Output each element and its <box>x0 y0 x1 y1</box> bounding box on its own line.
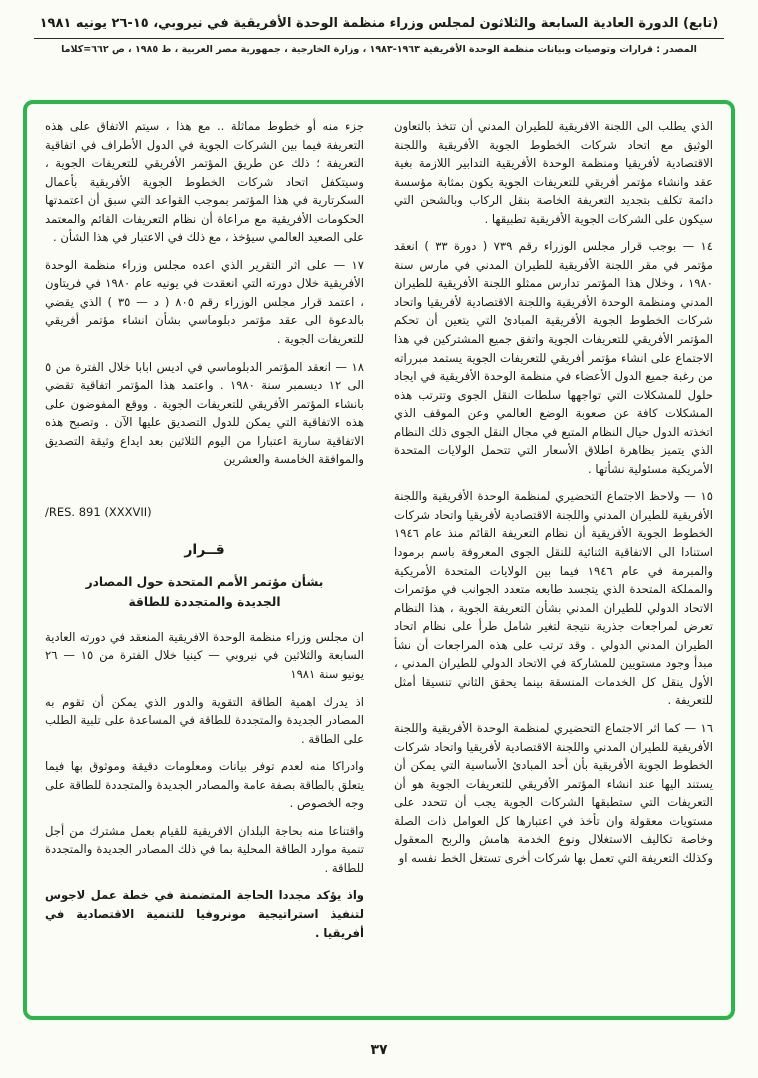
left-col-para-preamble-convinced: واقتناعا منه بحاجة البلدان الافريقية للقيام بعمل مشترك من أجل تنمية موارد الطاقة المحلية بما في ذلك المصادر الجديدة والمتجددة للطاقة . <box>45 823 364 875</box>
left-col-para-18: ١٨ — انعقد المؤتمر الدبلوماسي في اديس ابابا خلال الفترة من ٥ الى ١٢ ديسمبر سنة ١٩٨٠ . واعتمد هذا المؤتمر اتفاقية تقضي بانشاء المؤتمر الأفريقي للتعريفات الجوية . ووقع المفوضون على هذه الاتفاقية التي يمكن للدول التصديق عليها الآن . وتصبح هذه الاتفاقية سارية اعتبارا من اليوم الثلاثين بعد ايداع وثيقة التصديق والموافقة الخامسة والعشرين <box>45 359 364 467</box>
two-column-layout <box>45 117 713 1003</box>
resolution-title: قــرار <box>184 542 225 559</box>
left-col-para-17: ١٧ — على اثر التقرير الذي اعده مجلس وزراء منظمة الوحدة الأفريقية خلال دورته التي انعقدت في يونيه عام ١٩٨٠ في فريتاون ، اعتمد قرار مجلس الوزراء رقم ٨٠٥ ( د — ٣٥ ) الذي يقضي بالدعوة الى عقد مؤتمر دبلوماسي بشأن انشاء مؤتمر أفريقي للتعريفات الجوية . <box>45 257 365 347</box>
right-col-para-14: ١٤ — بوجب قرار مجلس الوزراء رقم ٧٣٩ ( دورة ٣٣ ) انعقد مؤتمر في مقر اللجنة الأفريقية للطيران المدني في مارس سنة ١٩٨٠ ، وخلال هذا المؤتمر تدارس ممثلو اللجنة الأفريقية للطيران المدني ومنظمة الوحدة الأفريقية واللجنة الاقتصادية لأفريقيا واتحاد شركات الخطوط الجوية الأفريقية المبادئ التي يتعين أن تحكم المؤتمر الأفريقي للتعريفات الجوية واتفق جميع المشتركين في هذا الاجتماع على انشاء مؤتمر أفريقي للتعريفات الجوية يستمد مبرراته من رغبة جميع الدول الأعضاء في منظمة الوحدة الأفريقية في ايجاد حلول للمشكلات التي تواجهها سلطات النقل الجوى وتترتب هذه المشكلات كافة عن صعوبة الوضع العالمي وعن الموقف الذي اتخذته الدول حيال النظام المتبع في مجال النقل الجوى ذلك النظام الذي يتميز بظاهرة اطلاق الأسعار التي تتحمل الولايات المتحدة الأمريكية مسئولية نشأتها . <box>394 239 714 476</box>
content-frame <box>23 100 735 1020</box>
right-col-para-intro: الذي يطلب الى اللجنة الافريقية للطيران المدني أن تتخذ بالتعاون الوثيق مع اتحاد شركات الخطوط الجوية الأفريقية واللجنة الاقتصادية لأفريقيا ومنظمة الوحدة الأفريقية التدابير اللازمة بغية عقد وانشاء مؤتمر أفريقي للتعريفات الجوية يكون بمثابة مؤسسة دائمة تكلف بتجديد التعريفة الخاصة بنقل الركاب وبالشحن التي سيكون على الشركات الجوية الأفريقية تطبيقها . <box>394 119 713 226</box>
header-divider <box>34 38 724 39</box>
column-left <box>45 117 364 1003</box>
left-col-para-preamble-reaffirming: واذ يؤكد مجددا الحاجة المتضمنة في خطة عمل لاجوس لتنفيذ استراتيجية مونروفيا للتنمية الاقتصادية في أفريقيا . <box>45 888 364 940</box>
resolution-reference: /RES. 891 (XXXVII) <box>45 504 152 519</box>
source-line: المصدر : قرارات وتوصيات وبيانات منظمة الوحدة الأفريقية ١٩٦٣-١٩٨٣ ، وزارة الخارجية ، جمهورية مصر العربية ، ط ١٩٨٥ ، ص ٦٦٢=كلاما <box>61 44 697 55</box>
left-col-para-preamble-council: ان مجلس وزراء منظمة الوحدة الافريقية المنعقد في دورته العادية السابعة والثلاثين في نيروبي — كينيا خلال الفترة من ١٥ — ٢٦ يونيو سنة ١٩٨١ <box>45 629 364 681</box>
left-col-para-preamble-recognizing: اذ يدرك اهمية الطاقة التقوية والدور الذي يمكن أن تقوم به المصادر الجديدة والمتجددة للطاقة في المساعدة على تلبية الطلب على الطاقة . <box>45 694 364 746</box>
right-col-para-15: ١٥ — ولاحظ الاجتماع التحضيري لمنظمة الوحدة الأفريقية واللجنة الأفريقية للطيران المدني واللجنة الاقتصادية لأفريقيا واتحاد شركات الخطوط الجوية الأفريقية أن نظام التعريفة القائم منذ عام ١٩٤٦ استنادا الى الاتفاقية الثنائية للنقل الجوى المعروفة باسم برمودا والمبرمة في عام ١٩٤٦ فيما بين الولايات المتحدة الأمريكية والمملكة المتحدة الذي يتجسد طابعه متعدد الجوانب في مؤتمرات الاتحاد الدولي للطيران المدني بشأن التعريفة الجوية ، هذا النظام تعرض لمراجعات جذرية نتيجة لتغير شامل طرأ على نظام اتحاد الطيران المدني الدولي . وقد ترتب على هذه المراجعات أن نشأ مبدأ وجود مستويين للمشاركة في الاتحاد الدولي للطيران المدني ، الأول ينقل كل الخدمات المنسقة بينما يحقق الثاني تنسيقا أمثل للتعريفة . <box>394 489 713 708</box>
left-col-para-continuation: جزء منه أو خطوط مماثلة .. مع هذا ، سيتم الاتفاق على هذه التعريفة فيما بين الشركات الجوية في الدول الأطراف في اتفاقية التعريفة ؛ ذلك عن طريق المؤتمر الأفريقي للتعريفات الجوية ، وسيتكفل اتحاد شركات الخطوط الجوية الأفريقية بأعمال السكرتارية في هذا المؤتمر بموجب القواعد التي سبق أن اعتمدتها الحكومات الأفريقية مع مراعاة أن نظام التعريفات القائم والمعتمد على الصعيد العالمي سيؤخذ ، مع ذلك في الاعتبار في هذا الشأن . <box>45 119 364 245</box>
column-right <box>394 117 713 1003</box>
document-header <box>0 16 758 55</box>
page-title: (تابع) الدورة العادية السابعة والثلاثون لمجلس وزراء منظمة الوحدة الأفريقية في نيروبي، ١٥-٢٦ يونيه ١٩٨١ <box>39 16 719 31</box>
resolution-subtitle: بشأن مؤتمر الأمم المتحدة حول المصادر الجديدة والمتجددة للطاقة <box>85 574 324 609</box>
left-col-para-preamble-aware: وادراكا منه لعدم توفر بيانات ومعلومات دقيقة وموثوق بها فيما يتعلق بالطاقة بصفة عامة والمصادر الجديدة والمتجددة للطاقة على وجه الخصوص . <box>45 759 364 811</box>
right-col-para-16: ١٦ — كما اثر الاجتماع التحضيري لمنظمة الوحدة الأفريقية واللجنة الأفريقية للطيران المدني واللجنة الاقتصادية لأفريقيا واتحاد شركات الخطوط الجوية الأفريقية بأن أحد المبادئ الأساسية التي يمكن أن يستند اليها عند انشاء المؤتمر الأفريقي للتعريفات الجوية هو أن التعريفات التي ستطبقها الشركات الجوية يجب أن تتحدد على مستويات معقولة وان تأخذ في اعتبارها كل العوامل ذات الصلة وخاصة تكاليف الاستغلال ونوع الخدمة هامش والربح المعقول وكذلك التعريفة التي تعمل بها شركات أخرى تستغل الخط نفسه او <box>394 720 713 865</box>
page-number: ٣٧ <box>370 1042 388 1058</box>
